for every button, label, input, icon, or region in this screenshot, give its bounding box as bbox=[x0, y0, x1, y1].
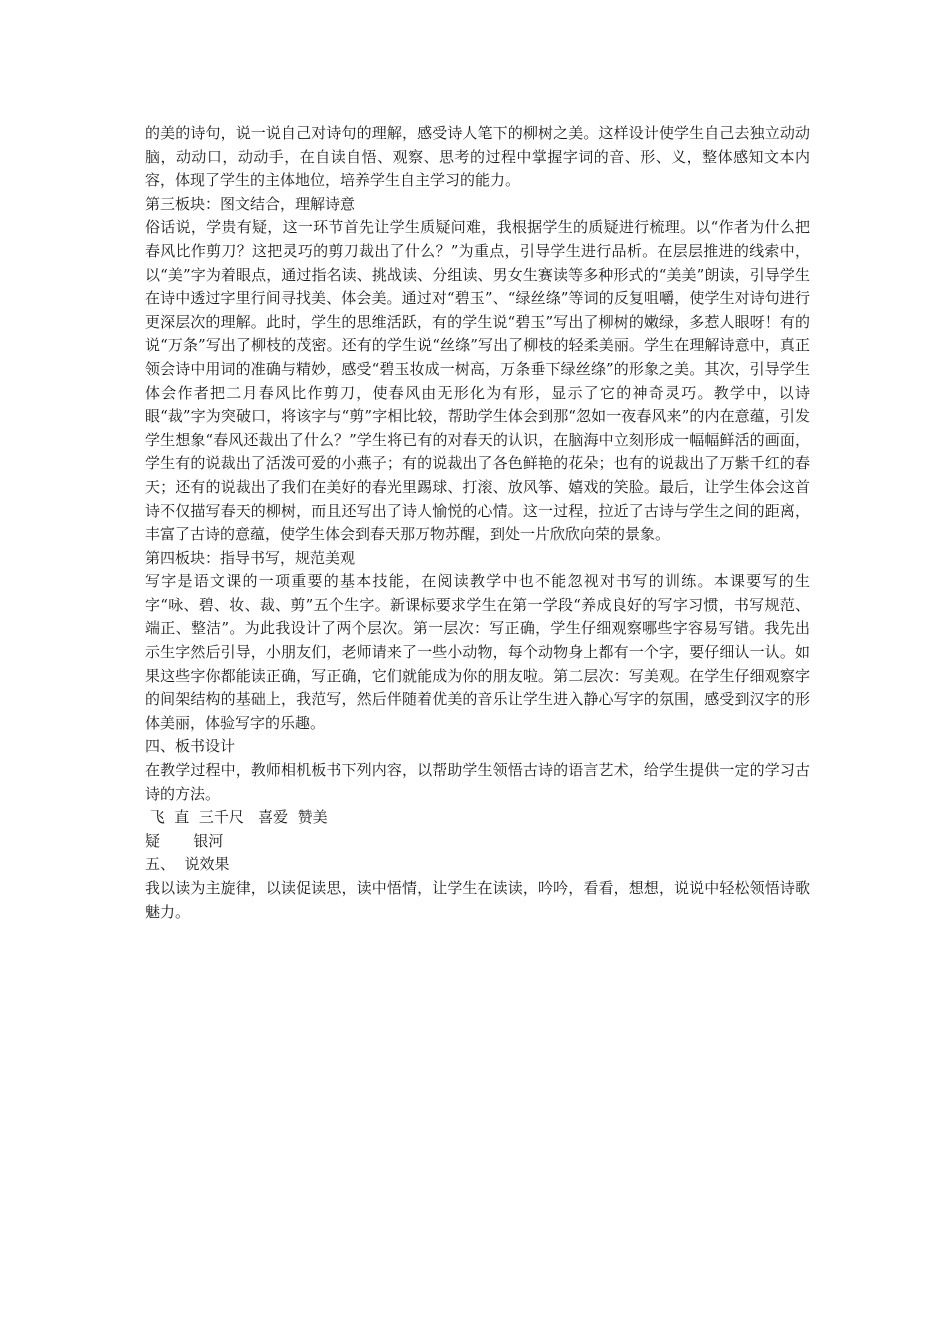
board-line-2: 疑 银河 bbox=[145, 831, 224, 850]
section-heading-board-design: 四、板书设计 bbox=[145, 737, 236, 756]
paragraph-part-four: 写字是语文课的一项重要的基本技能，在阅读教学中也不能忽视对书写的训练。本课要写的生字“咏、碧、妆、裁、剪”五个生字。新课标要求学生在第一学段“养成良好的写字习惯，书写规范、端正、整洁”。为此我设计了两个层次。第一层次：写正确，学生仔细观察哪些字容易写错。我先出示生字然后引导，小朋友们，老师请来了一些小动物，每个动物身上都有一个字，要仔细认一认。如果这些字你都能读正确，写正确，它们就能成为你的朋友啦。第二层次：写美观。在学生仔细观察字的间架结构的基础上，我范写，然后伴随着优美的音乐让学生进入静心写字的氛围，感受到汉字的形体美丽，体验写字的乐趣。 bbox=[145, 572, 810, 732]
section-heading-part-four: 第四板块：指导书写，规范美观 bbox=[145, 548, 356, 567]
document-body bbox=[145, 122, 810, 924]
section-heading-part-three: 第三板块：图文结合，理解诗意 bbox=[145, 194, 356, 213]
section-heading-effect: 五、 说效果 bbox=[145, 855, 230, 874]
paragraph-closing: 我以读为主旋律，以读促读思，读中悟情，让学生在读读，吟吟，看看，想想，说说中轻松领悟诗歌魅力。 bbox=[145, 879, 810, 921]
paragraph-board-design: 在教学过程中，教师相机板书下列内容，以帮助学生领悟古诗的语言艺术，给学生提供一定的学习古诗的方法。 bbox=[145, 761, 810, 803]
paragraph-intro-continuation: 的美的诗句，说一说自己对诗句的理解，感受诗人笔下的柳树之美。这样设计使学生自己去独立动动脑，动动口，动动手，在自读自悟、观察、思考的过程中掌握字词的音、形、义，整体感知文本内容，体现了学生的主体地位，培养学生自主学习的能力。 bbox=[145, 124, 810, 190]
board-line-1: 飞 直 三千尺 喜爱 赞美 bbox=[145, 808, 328, 827]
paragraph-part-three: 俗话说，学贵有疑，这一环节首先让学生质疑问难，我根据学生的质疑进行梳理。以“作者为什么把春风比作剪刀？这把灵巧的剪刀裁出了什么？”为重点，引导学生进行品析。在层层推进的线索中，以“美”字为着眼点，通过指名读、挑战读、分组读、男女生赛读等多种形式的“美美”朗读，引导学生在诗中透过字里行间寻找美、体会美。通过对“碧玉”、“绿丝绦”等词的反复咀嚼，使学生对诗句进行更深层次的理解。此时，学生的思维活跃，有的学生说“碧玉”写出了柳树的嫩绿，多惹人眼呀！有的说“万条”写出了柳枝的茂密。还有的学生说“丝绦”写出了柳枝的轻柔美丽。学生在理解诗意中，真正领会诗中用词的准确与精妙，感受“碧玉妆成一树高，万条垂下绿丝绦”的形象之美。其次，引导学生体会作者把二月春风比作剪刀，使春风由无形化为有形，显示了它的神奇灵巧。教学中，以诗眼“裁”字为突破口，将该字与“剪”字相比较，帮助学生体会到那“忽如一夜春风来”的内在意蕴，引发学生想象“春风还裁出了什么？”学生将已有的对春天的认识，在脑海中立刻形成一幅幅鲜活的画面，学生有的说裁出了活泼可爱的小燕子；有的说裁出了各色鲜艳的花朵；也有的说裁出了万紫千红的春天；还有的说裁出了我们在美好的春光里踢球、打滚、放风筝、嬉戏的笑脸。最后，让学生体会这首诗不仅描写春天的柳树，而且还写出了诗人愉悦的心情。这一过程，拉近了古诗与学生之间的距离，丰富了古诗的意蕴，使学生体会到春天那万物苏醒，到处一片欣欣向荣的景象。 bbox=[145, 218, 810, 544]
